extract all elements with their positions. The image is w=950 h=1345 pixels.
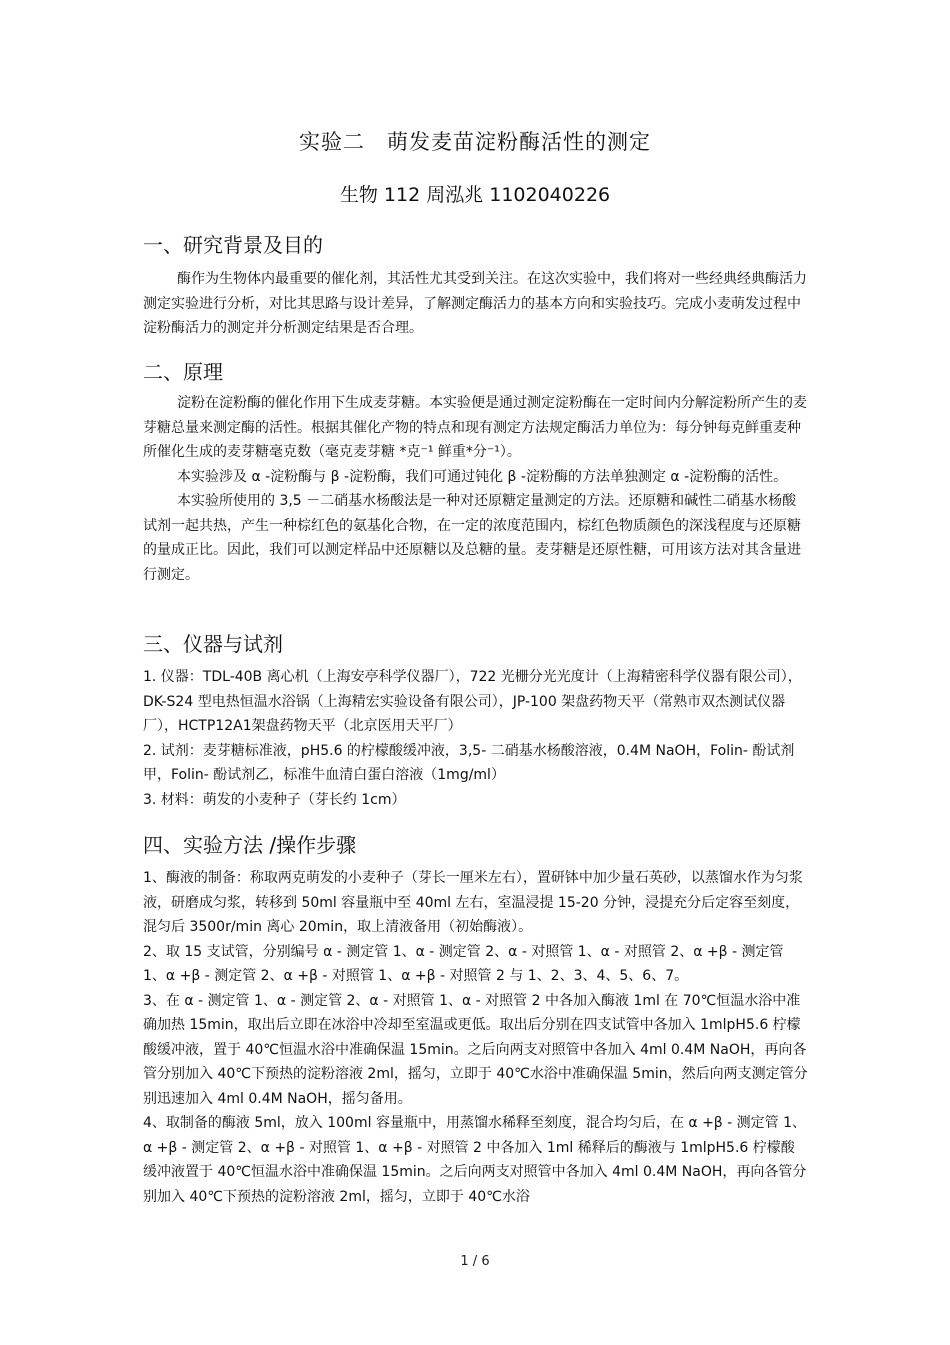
section-1-heading: 一、研究背景及目的: [143, 233, 323, 257]
author-line: 生物 112 周泓兆 1102040226: [339, 184, 611, 206]
section-2-heading: 二、原理: [143, 360, 223, 384]
paragraph: 1. 仪器：TDL-40B 离心机（上海安亭科学仪器厂），722 光栅分光光度计（上海精密科学仪器有限公司），DK-S24 型电热恒温水浴锅（上海精宏实验设备有限公司），JP-100 架盘药物天平（常熟市双杰测试仪器厂），HCTP12A1架盘药物天平（北京医用天平厂）: [143, 669, 802, 734]
page-number: 1 / 6: [460, 1254, 490, 1269]
paragraph: 2、取 15 支试管，分别编号 α - 测定管 1、α - 测定管 2、α - 对照管 1、α - 对照管 2、α +β - 测定管 1、α +β - 测定管 2、α +β - 对照管 1、α +β - 对照管 2 与 1、2、3、4、5、6、7。: [143, 943, 784, 984]
paragraph: 本实验所使用的 3,5 －二硝基水杨酸法是一种对还原糖定量测定的方法。还原糖和碱性二硝基水杨酸试剂一起共热，产生一种棕红色的氨基化合物，在一定的浓度范围内，棕红色物质颜色的深浅程度与还原糖的量成正比。因此，我们可以测定样品中还原糖以及总糖的量。麦芽糖是还原性糖，可用该方法对其含量进行测定。: [143, 493, 801, 583]
section-2-body: [143, 391, 808, 587]
paragraph: 酶作为生物体内最重要的催化剂，其活性尤其受到关注。在这次实验中，我们将对一些经典经典酶活力测定实验进行分析，对比其思路与设计差异，了解测定酶活力的基本方向和实验技巧。完成小麦萌发过程中淀粉酶活力的测定并分析测定结果是否合理。: [143, 271, 807, 336]
paragraph: 2. 试剂：麦芽糖标准液，pH5.6 的柠檬酸缓冲液，3,5- 二硝基水杨酸溶液，0.4M NaOH，Folin- 酚试剂甲，Folin- 酚试剂乙，标准牛血清白蛋白溶液（1mg/ml）: [143, 742, 795, 783]
section-3-heading: 三、仪器与试剂: [143, 632, 283, 656]
section-4-heading: 四、实验方法 /操作步骤: [143, 833, 357, 857]
paragraph: 1、酶液的制备：称取两克萌发的小麦种子（芽长一厘米左右），置研钵中加少量石英砂，以蒸馏水作为匀浆液，研磨成匀浆，转移到 50ml 容量瓶中至 40ml 左右，室温浸提 15-20 分钟，浸提充分后定容至刻度，混匀后 3500r/min 离心 20min，取上清液备用（初始酶液）。: [143, 870, 803, 935]
section-1-body: [143, 267, 808, 341]
paragraph: 本实验涉及 α -淀粉酶与 β -淀粉酶，我们可通过钝化 β -淀粉酶的方法单独测定 α -淀粉酶的活性。: [177, 468, 788, 485]
section-4-body: [143, 866, 808, 1209]
paragraph: 3、在 α - 测定管 1、α - 测定管 2、α - 对照管 1、α - 对照管 2 中各加入酶液 1ml 在 70℃恒温水浴中准确加热 15min，取出后立即在冰浴中冷却至室温或更低。取出后分别在四支试管中各加入 1mlpH5.6 柠檬酸缓冲液，置于 40℃恒温水浴中准确保温 15min。之后向两支对照管中各加入 4ml 0.4M NaOH，再向各管分别加入 40℃下预热的淀粉溶液 2ml，摇匀，立即于 40℃水浴中准确保温 5min，然后向两支测定管分别迅速加入 4ml 0.4M NaOH，摇匀备用。: [143, 992, 808, 1107]
document-title: 实验二 萌发麦苗淀粉酶活性的测定: [299, 130, 651, 154]
paragraph: 淀粉在淀粉酶的催化作用下生成麦芽糖。本实验便是通过测定淀粉酶在一定时间内分解淀粉所产生的麦芽糖总量来测定酶的活性。根据其催化产物的特点和现有测定方法规定酶活力单位为：每分钟每克鲜重麦种所催化生成的麦芽糖毫克数（毫克麦芽糖 *克⁻¹ 鲜重*分⁻¹）。: [143, 395, 807, 460]
paragraph: 4、取制备的酶液 5ml，放入 100ml 容量瓶中，用蒸馏水稀释至刻度，混合均匀后，在 α +β - 测定管 1、α +β - 测定管 2、α +β - 对照管 1、α +β - 对照管 2 中各加入 1ml 稀释后的酶液与 1mlpH5.6 柠檬酸缓冲液置于 40℃恒温水浴中准确保温 15min。之后向两支对照管中各加入 4ml 0.4M NaOH，再向各管分别加入 40℃下预热的淀粉溶液 2ml，摇匀，立即于 40℃水浴: [143, 1115, 807, 1205]
section-3-body: [143, 665, 808, 812]
paragraph: 3. 材料：萌发的小麦种子（芽长约 1cm）: [143, 791, 406, 808]
